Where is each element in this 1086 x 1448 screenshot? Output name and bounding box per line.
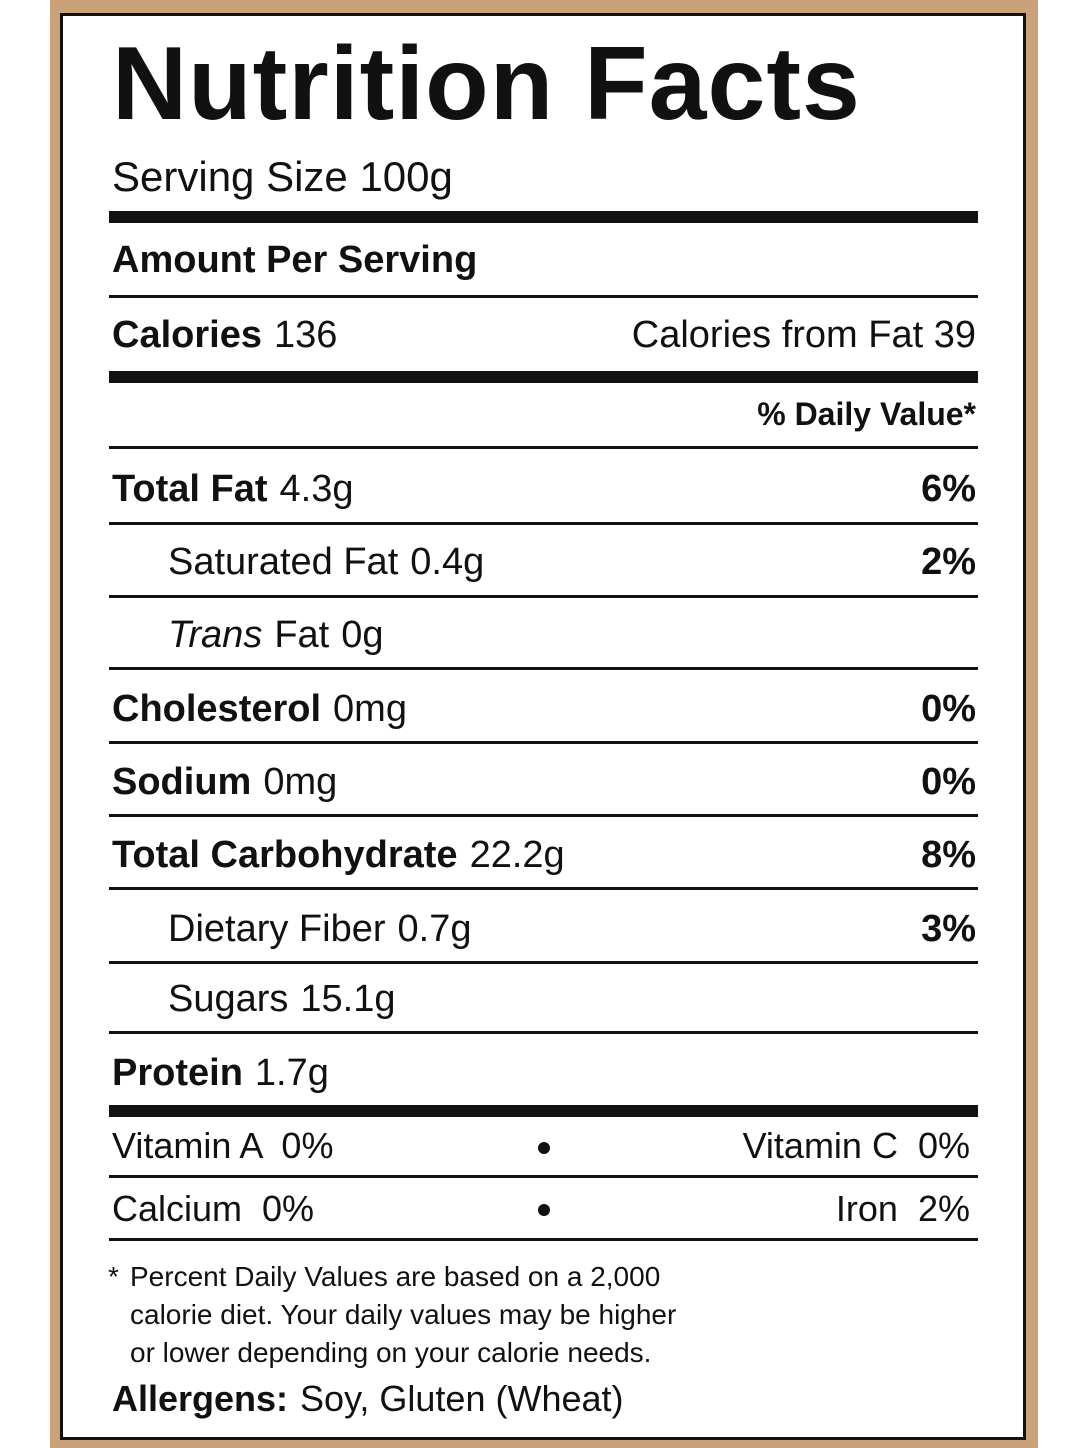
footnote-line-2: calorie diet. Your daily values may be higher <box>130 1299 677 1330</box>
divider-thick <box>109 211 978 223</box>
total-carbohydrate-amount: 22.2g <box>469 834 565 876</box>
vitamin-c: Vitamin C 0% <box>742 1125 970 1166</box>
divider <box>109 887 978 890</box>
sodium-label: Sodium <box>112 761 252 803</box>
saturated-fat-label: Saturated Fat <box>168 541 399 583</box>
serving-size: Serving Size 100g <box>112 153 453 200</box>
divider <box>109 522 978 525</box>
amount-per-serving: Amount Per Serving <box>112 239 478 281</box>
total-fat-row <box>112 470 353 508</box>
calories-label: Calories <box>112 314 262 356</box>
footnote-asterisk: * <box>108 1261 119 1292</box>
divider <box>109 667 978 670</box>
total-carbohydrate-dv: 8% <box>921 834 976 876</box>
sugars-row <box>168 980 396 1018</box>
cholesterol-row <box>112 690 407 728</box>
vitamin-a: Vitamin A 0% <box>112 1125 334 1166</box>
protein-row <box>112 1054 329 1092</box>
trans-fat-row <box>168 616 384 654</box>
calories-value: 136 <box>273 314 338 356</box>
divider-thick <box>109 371 978 383</box>
footnote-line-3: or lower depending on your calorie needs. <box>130 1337 652 1368</box>
trans-fat-amount: 0g <box>341 614 384 656</box>
cholesterol-label: Cholesterol <box>112 688 322 730</box>
sodium-row <box>112 763 337 801</box>
saturated-fat-row <box>168 543 484 581</box>
saturated-fat-dv: 2% <box>921 541 976 583</box>
bullet-icon <box>538 1142 550 1154</box>
total-carbohydrate-label: Total Carbohydrate <box>112 834 458 876</box>
trans-fat-label-italic: Trans <box>168 614 263 656</box>
footnote-line-1: Percent Daily Values are based on a 2,000 <box>130 1261 661 1292</box>
divider <box>109 814 978 817</box>
dietary-fiber-amount: 0.7g <box>397 908 472 950</box>
cholesterol-dv: 0% <box>921 688 976 730</box>
trans-fat-label-rest: Fat <box>274 614 330 656</box>
divider <box>109 595 978 598</box>
divider <box>109 1031 978 1034</box>
daily-value-footnote <box>108 1258 808 1372</box>
calories-from-fat: Calories from Fat 39 <box>631 314 976 356</box>
divider <box>109 741 978 744</box>
iron: Iron 2% <box>835 1188 970 1229</box>
divider <box>109 961 978 964</box>
dietary-fiber-row <box>168 910 471 948</box>
calcium: Calcium 0% <box>112 1188 315 1229</box>
total-fat-dv: 6% <box>921 468 976 510</box>
divider <box>109 446 978 449</box>
divider-thick <box>109 1105 978 1117</box>
protein-label: Protein <box>112 1052 243 1094</box>
divider <box>109 295 978 298</box>
sugars-label: Sugars <box>168 978 289 1020</box>
calories-row <box>112 316 337 354</box>
divider <box>109 1175 978 1178</box>
daily-value-header: % Daily Value* <box>757 396 976 432</box>
saturated-fat-amount: 0.4g <box>410 541 485 583</box>
allergens-value: Soy, Gluten (Wheat) <box>300 1378 624 1419</box>
cholesterol-amount: 0mg <box>333 688 407 730</box>
total-fat-amount: 4.3g <box>279 468 354 510</box>
sodium-amount: 0mg <box>263 761 338 803</box>
total-carbohydrate-row <box>112 836 565 874</box>
dietary-fiber-dv: 3% <box>921 908 976 950</box>
sugars-amount: 15.1g <box>300 978 396 1020</box>
total-fat-label: Total Fat <box>112 468 268 510</box>
dietary-fiber-label: Dietary Fiber <box>168 908 386 950</box>
divider <box>109 1238 978 1241</box>
bullet-icon <box>538 1204 550 1216</box>
sodium-dv: 0% <box>921 761 976 803</box>
allergens-label: Allergens: <box>112 1378 289 1419</box>
protein-amount: 1.7g <box>254 1052 329 1094</box>
label-title: Nutrition Facts <box>112 26 861 142</box>
allergens-row <box>112 1378 624 1419</box>
